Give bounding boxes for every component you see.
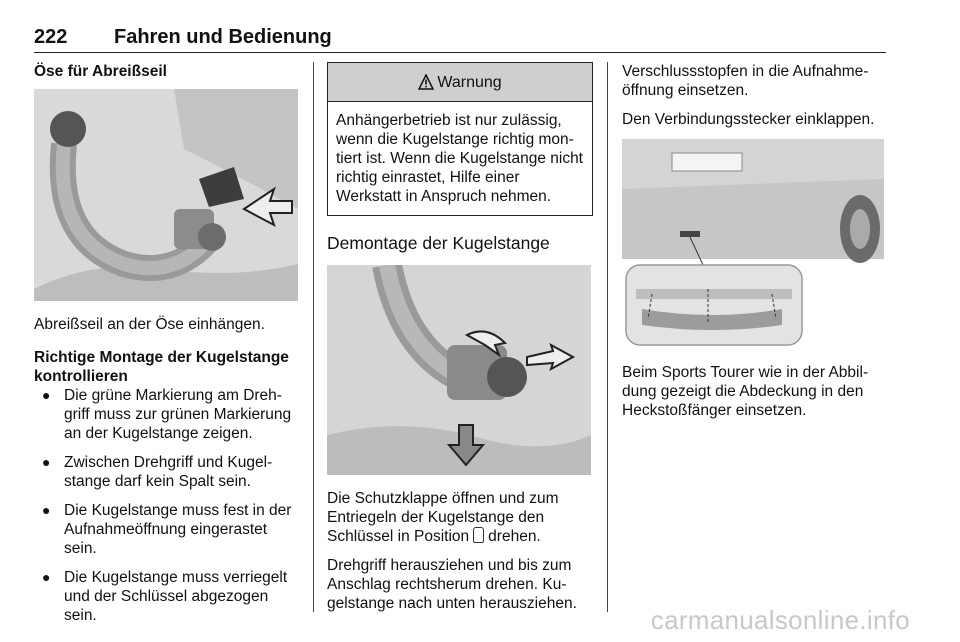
chapter-title: Fahren und Bedienung [114,26,332,48]
page-number: 222 [34,26,68,48]
column-middle [327,62,593,623]
ball-bar-removal-illustration [327,265,591,475]
warning-header [328,63,592,102]
check-list [34,386,300,625]
page-header [34,22,886,53]
warning-text: Anhängerbetrieb ist nur zulässig, wenn die Kugelstange richtig mon-tiert ist. Wenn die Kugelstange nicht richtig einrastet, Hilfe einer Werkstatt in Anspruch nehmen. [336,112,583,205]
watermark-text: carmanualsonline.info [650,605,910,635]
list-item: ● Die Kugelstange muss fest in der Aufnahmeöffnung eingerastet sein. [42,502,292,557]
tow-hook-eyelet-illustration [34,89,298,301]
column-divider [607,62,608,612]
image-caption: Abreißseil an der Öse einhängen. [34,316,265,333]
list-item: ● Die grüne Markierung am Dreh-griff muss zur grünen Markierung an der Kugelstange zeigen. [42,387,292,442]
list-item: ● Zwischen Drehgriff und Kugel-stange darf kein Spalt sein. [42,454,273,490]
paragraph-plug: Verschlussstopfen in die Aufnahme-öffnung einsetzen. [622,63,869,99]
column-right [622,62,888,430]
paragraph-connector: Den Verbindungsstecker einklappen. [622,111,875,128]
section-title: Demontage der Kugelstange [327,233,550,253]
list-item: ● Die Kugelstange muss verriegelt und der Schlüssel abgezogen sein. [42,569,288,624]
column-divider [313,62,314,612]
paragraph-sports-tourer: Beim Sports Tourer wie in der Abbil-dung gezeigt die Abdeckung in den Heckstoßfänger einsetzen. [622,364,869,419]
rear-bumper-cover-illustration [622,139,884,349]
warning-box [327,62,593,216]
warning-triangle-icon [418,74,434,90]
paragraph-remove: Drehgriff herausziehen und bis zum Anschlag rechtsherum drehen. Ku-gelstange nach unten herausziehen. [327,557,577,612]
key-position-icon [473,527,484,543]
section-heading: Öse für Abreißseil [34,63,167,80]
column-left [34,62,300,635]
subheading: Richtige Montage der Kugelstange kontrollieren [34,349,289,385]
warning-title: Warnung [437,73,502,91]
paragraph-unlock: Die Schutzklappe öffnen und zum Entriegeln der Kugelstange den Schlüssel in Position drehen. [327,490,559,545]
